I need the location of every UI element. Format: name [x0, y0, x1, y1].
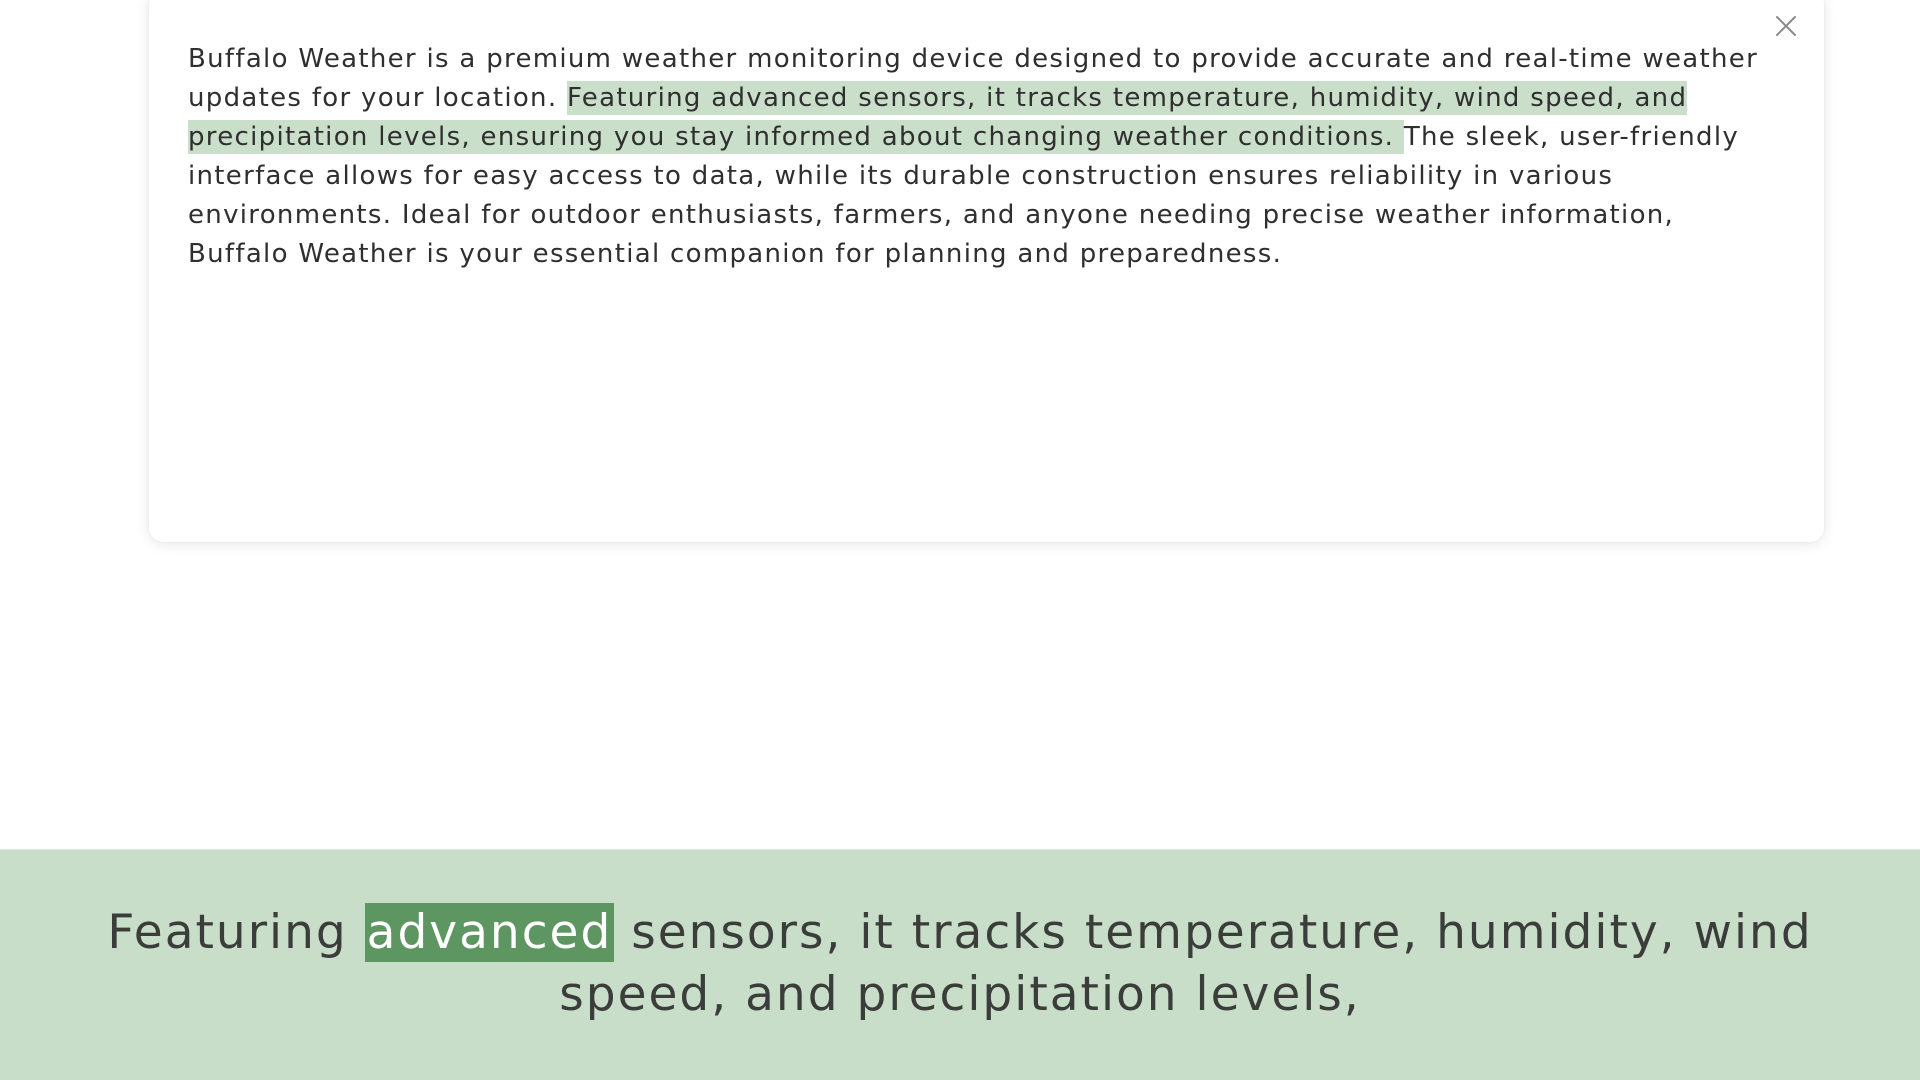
- current-spoken-word: advanced: [366, 905, 613, 960]
- reader-panel: [149, 0, 1824, 542]
- description-paragraph: [188, 40, 1778, 274]
- text-before-highlight: Buffalo Weather is a premium weather monitoring device designed to provide accurate and real-time weather updates for your location.: [188, 44, 1759, 113]
- caption-after-word: sensors, it tracks temperature, humidity, wind speed, and precipitation levels,: [559, 905, 1813, 1022]
- caption-text: [60, 902, 1860, 1026]
- caption-before-word: Featuring: [107, 905, 365, 960]
- close-icon: [1775, 15, 1797, 37]
- close-button[interactable]: [1770, 10, 1802, 42]
- read-aloud-caption-bar: [0, 849, 1920, 1080]
- text-after-highlight: The sleek, user-friendly interface allows for easy access to data, while its durable construction ensures reliability in various environments. Ideal for outdoor enthusiasts, farmers, and anyone needing precise weather information, Buffalo Weather is your essential companion for planning and preparedness.: [188, 122, 1740, 269]
- highlighted-sentence: Featuring advanced sensors, it tracks temperature, humidity, wind speed, and precipitation levels, ensuring you stay informed about changing weather conditions.: [188, 83, 1688, 152]
